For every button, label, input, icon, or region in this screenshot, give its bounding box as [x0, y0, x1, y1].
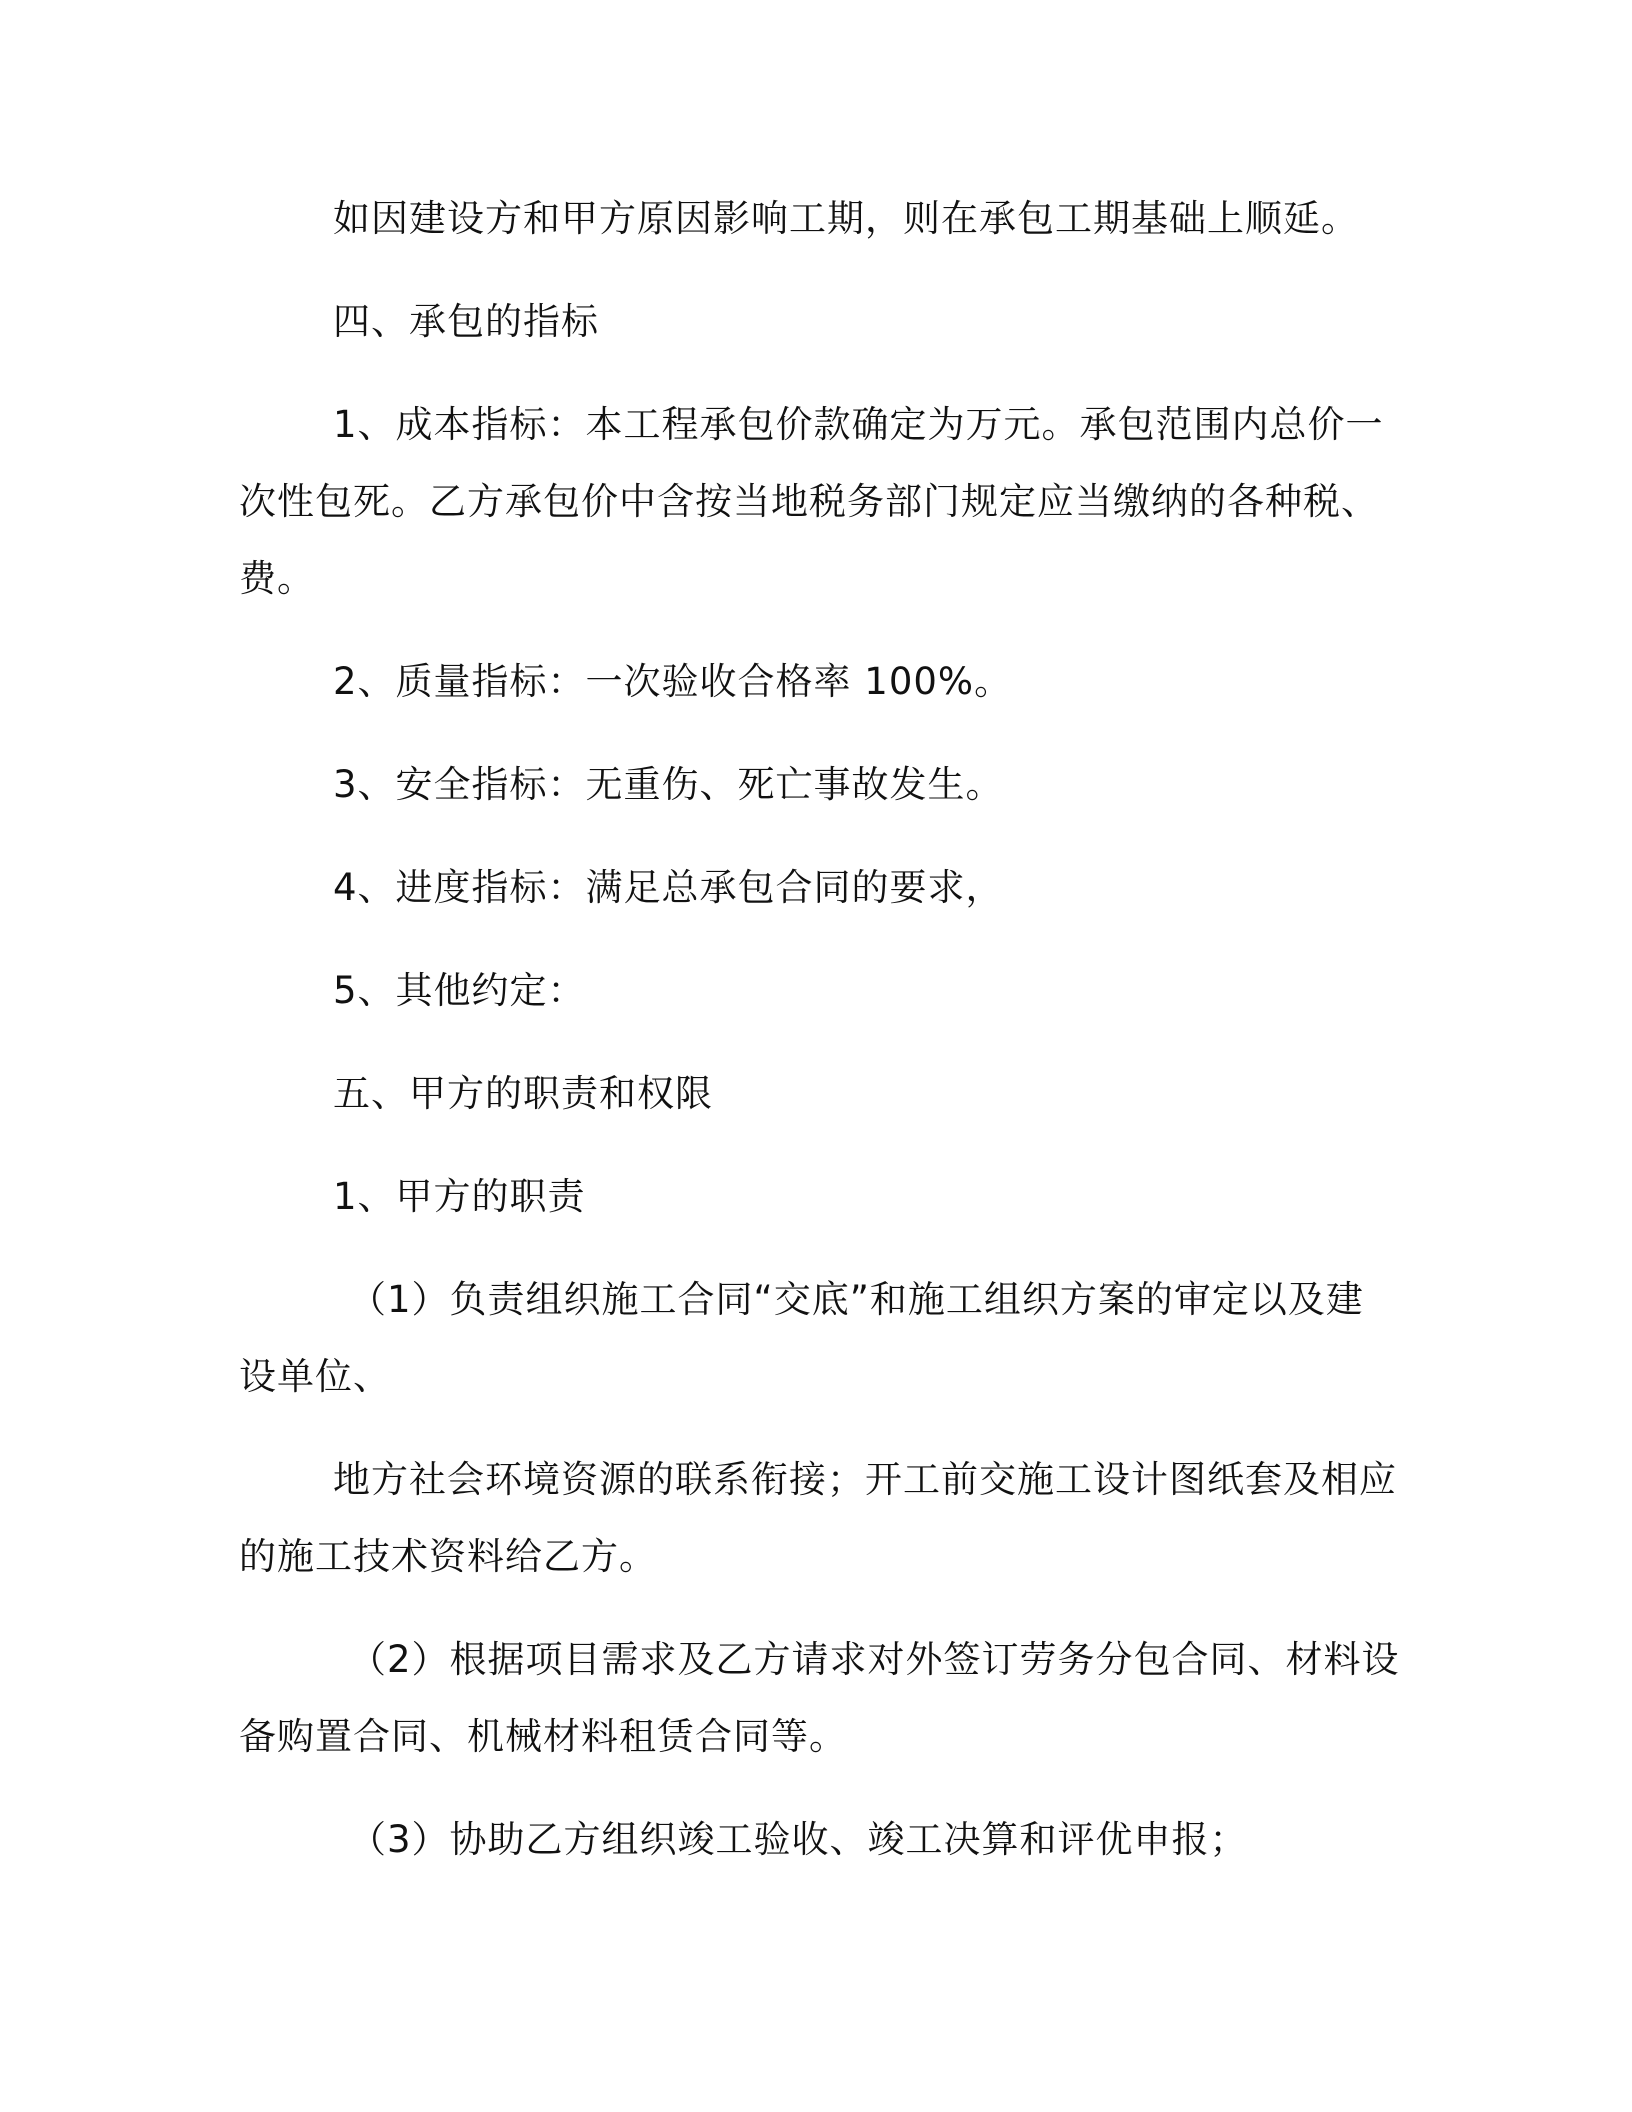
paragraph-line: 次性包死。乙方承包价中含按当地税务部门规定应当缴纳的各种税、 [239, 480, 1379, 523]
paragraph-line: 设单位、 [239, 1355, 391, 1398]
paragraph-line: （1）负责组织施工合同“交底”和施工组织方案的审定以及建 [349, 1278, 1364, 1321]
paragraph-line: 费。 [239, 557, 315, 600]
section-heading: 四、承包的指标 [333, 300, 599, 343]
paragraph-line: 4、进度指标：满足总承包合同的要求， [333, 866, 1004, 909]
paragraph-line: 2、质量指标：一次验收合格率 100%。 [333, 660, 1013, 703]
paragraph-line: 地方社会环境资源的联系衔接；开工前交施工设计图纸套及相应 [333, 1458, 1397, 1501]
paragraph-line: 的施工技术资料给乙方。 [239, 1535, 657, 1578]
paragraph-line: 5、其他约定： [333, 969, 586, 1012]
paragraph-line: 备购置合同、机械材料租赁合同等。 [239, 1715, 847, 1758]
paragraph-line: 3、安全指标：无重伤、死亡事故发生。 [333, 763, 1004, 806]
section-heading: 五、甲方的职责和权限 [333, 1072, 713, 1115]
paragraph-line: （2）根据项目需求及乙方请求对外签订劳务分包合同、材料设 [349, 1638, 1400, 1681]
paragraph-line: 1、成本指标：本工程承包价款确定为万元。承包范围内总价一 [333, 403, 1384, 446]
subsection-heading: 1、甲方的职责 [333, 1175, 586, 1218]
paragraph-line: 如因建设方和甲方原因影响工期，则在承包工期基础上顺延。 [333, 197, 1359, 240]
paragraph-line: （3）协助乙方组织竣工验收、竣工决算和评优申报； [349, 1818, 1248, 1861]
